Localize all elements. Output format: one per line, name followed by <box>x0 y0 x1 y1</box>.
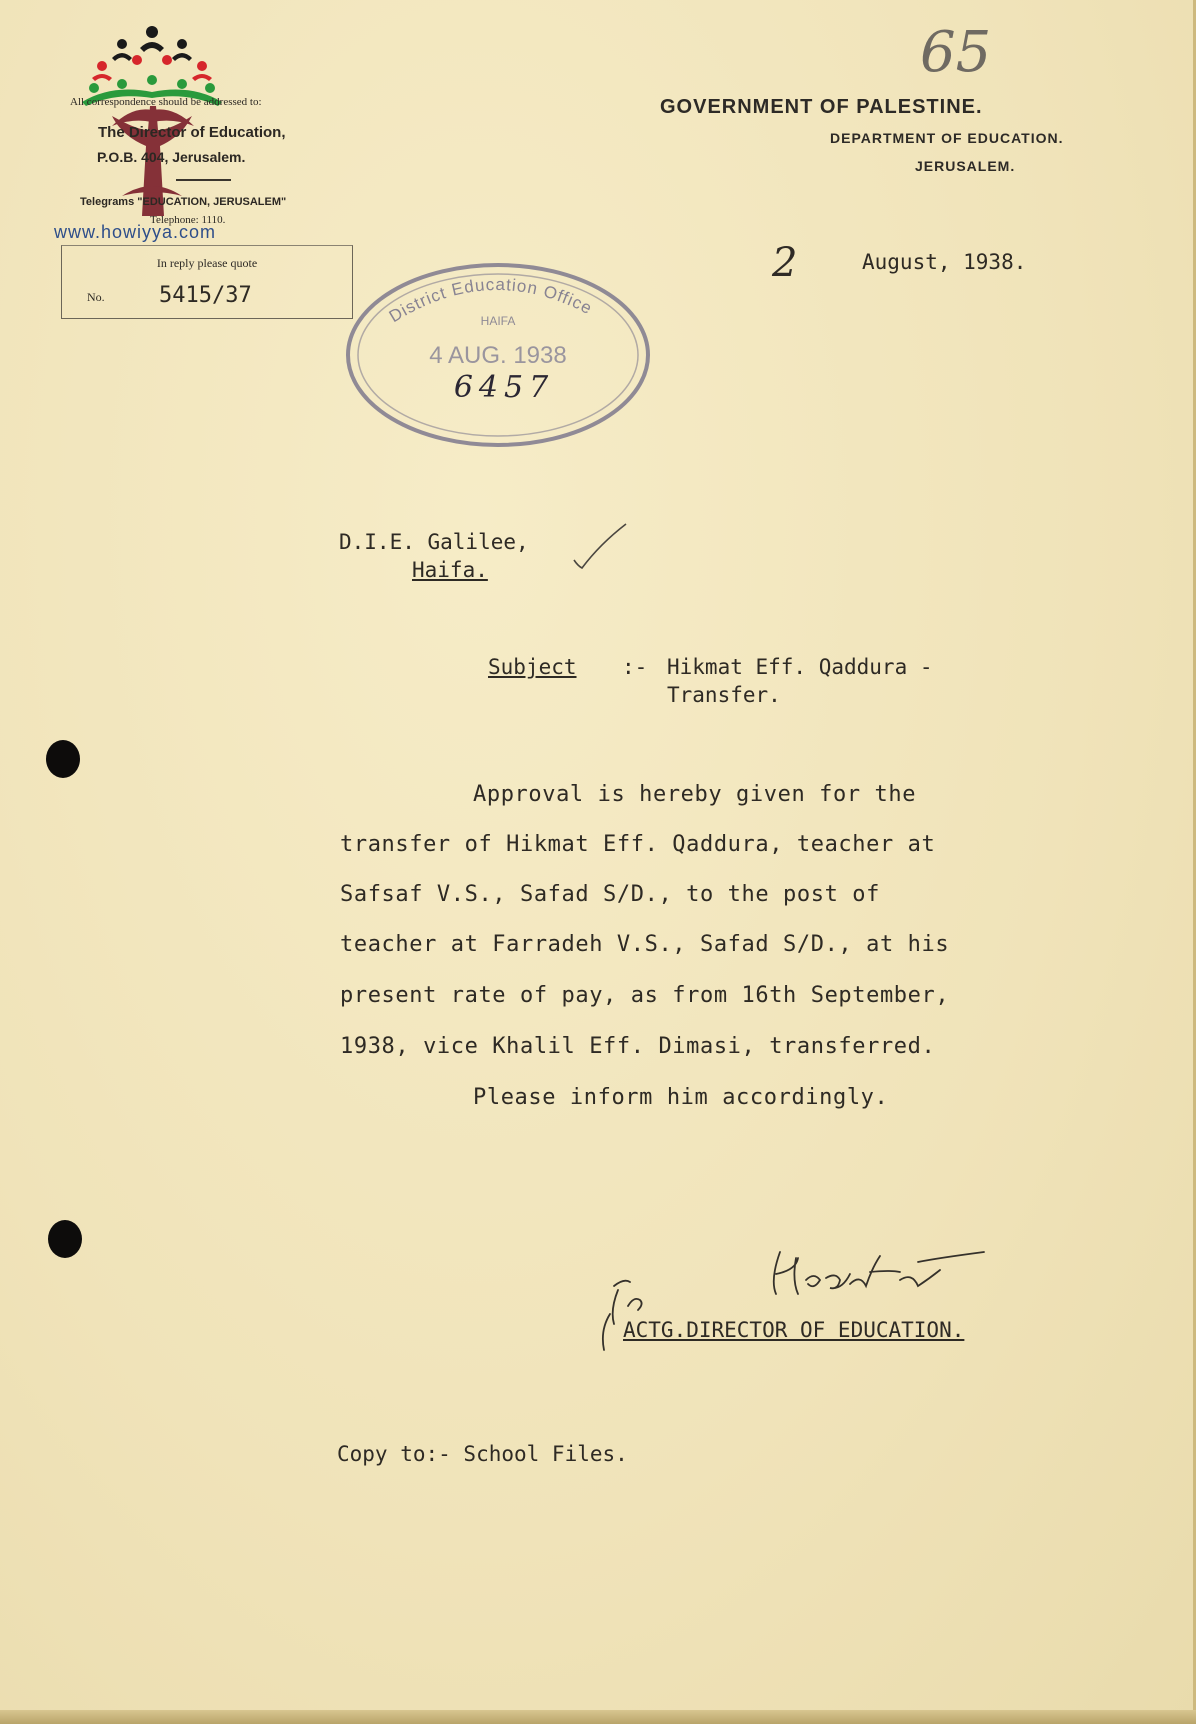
handwritten-signature <box>600 1250 1000 1360</box>
stamp-number: 6457 <box>453 370 555 405</box>
reply-quote-label: In reply please quote <box>156 256 258 270</box>
address-line-2: The Director of Education, <box>98 124 286 141</box>
subject-separator: :- <box>622 655 648 679</box>
howiyya-logo-icon <box>82 26 222 216</box>
address-line-3: P.O.B. 404, Jerusalem. <box>97 149 246 165</box>
checkmark-icon <box>570 522 630 572</box>
letterhead-city: JERUSALEM. <box>915 158 1016 174</box>
copy-to-line: Copy to:- School Files. <box>337 1442 628 1466</box>
address-telegrams: Telegrams "EDUCATION, JERUSALEM" <box>80 196 287 208</box>
addressee-line-2: Haifa. <box>412 558 488 582</box>
reply-reference-number: 5415/37 <box>159 283 252 308</box>
subject-line-2: Transfer. <box>667 683 781 707</box>
received-stamp <box>336 255 656 455</box>
folio-number: 65 <box>920 20 992 85</box>
address-divider <box>176 179 231 181</box>
body-line-7: Please inform him accordingly. <box>473 1085 889 1110</box>
body-line-5: present rate of pay, as from 16th September, <box>340 983 950 1008</box>
date-day-handwritten: 2 <box>772 240 798 286</box>
address-telephone: Telephone: 1110. <box>150 214 226 226</box>
punch-hole-top <box>46 740 80 778</box>
page-edge-bottom <box>0 1710 1196 1724</box>
signature-title: ACTG.DIRECTOR OF EDUCATION. <box>623 1318 965 1342</box>
address-line-1: All correspondence should be addressed to: <box>70 96 262 108</box>
reply-quote-box <box>61 245 353 319</box>
watermark-url: www.howiyya.com <box>54 222 217 242</box>
body-line-2: transfer of Hikmat Eff. Qaddura, teacher at <box>340 832 936 857</box>
body-line-1: Approval is hereby given for the <box>473 782 917 807</box>
punch-hole-bottom <box>48 1220 82 1258</box>
stamp-office: District Education Office <box>385 274 596 327</box>
body-line-6: 1938, vice Khalil Eff. Dimasi, transferred. <box>340 1034 936 1059</box>
stamp-date: 4 AUG. 1938 <box>429 342 567 369</box>
subject-line-1: Hikmat Eff. Qaddura - <box>667 655 933 679</box>
letterhead-government: GOVERNMENT OF PALESTINE. <box>660 96 983 118</box>
subject-label: Subject <box>488 655 577 679</box>
stamp-city: HAIFA <box>480 314 516 328</box>
letterhead-department: DEPARTMENT OF EDUCATION. <box>830 130 1064 146</box>
date-month-year: August, 1938. <box>862 250 1027 274</box>
body-line-4: teacher at Farradeh V.S., Safad S/D., at his <box>340 932 950 957</box>
reply-no-label: No. <box>87 290 105 304</box>
addressee-line-1: D.I.E. Galilee, <box>339 530 529 554</box>
body-line-3: Safsaf V.S., Safad S/D., to the post of <box>340 882 880 907</box>
